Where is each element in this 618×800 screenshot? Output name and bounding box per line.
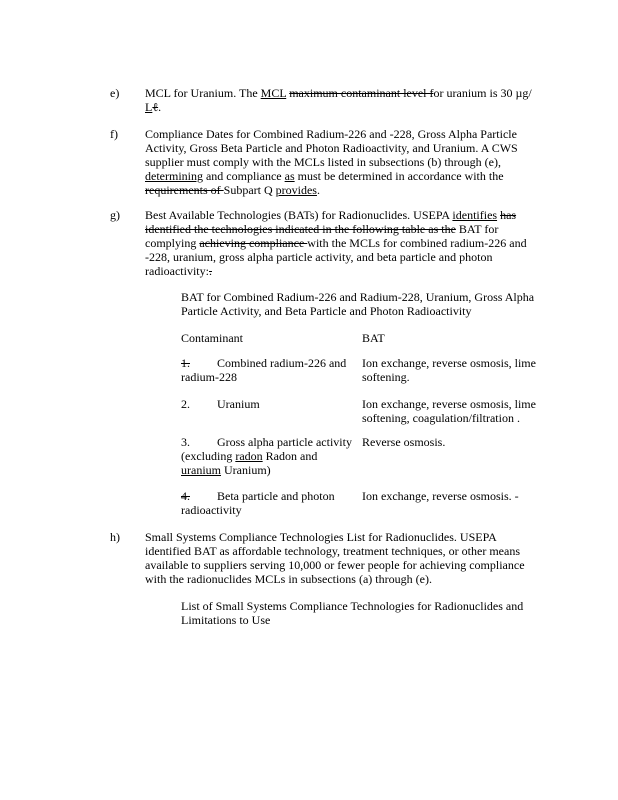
subsection-text: Best Available Technologies (BATs) for Radionuclides. USEPA identifies has identified the technologies indicated in the following table as the BAT for complying achieving compliance with the MCLs for combined radium-226 and -228, uranium, gross alpha particle activity, and beta particle and photon radioactivity:. bbox=[145, 208, 527, 278]
contaminant-cell: 4. Beta particle and photon radioactivity bbox=[181, 489, 335, 517]
subsection-text: Compliance Dates for Combined Radium-226 and -228, Gross Alpha Particle Activity, Gross Beta Particle and Photon Radioactivity, and Uranium. A CWS supplier must comply with the MCLs listed in subsections (b) through (e), determining and compliance as must be determined in accordance with the requirements of Subpart Q provides. bbox=[145, 127, 518, 197]
table-caption: BAT for Combined Radium-226 and Radium-228, Uranium, Gross Alpha Particle Activity, and Beta Particle and Photon Radioactivity bbox=[181, 290, 535, 318]
column-header-bat: BAT bbox=[362, 331, 385, 345]
subsection-label: h) bbox=[110, 530, 120, 544]
subsection-label: g) bbox=[110, 208, 120, 222]
list-caption: List of Small Systems Compliance Technologies for Radionuclides and Limitations to Use bbox=[181, 599, 524, 627]
contaminant-cell: 3. Gross alpha particle activity (excluding radon Radon and uranium Uranium) bbox=[181, 435, 352, 477]
column-header-contaminant: Contaminant bbox=[181, 331, 243, 345]
contaminant-cell: 2. Uranium bbox=[181, 397, 260, 411]
subsection-label: f) bbox=[110, 127, 118, 141]
subsection-text: MCL for Uranium. The MCL maximum contaminant level for uranium is 30 µg/ Lℓ. bbox=[145, 86, 532, 114]
bat-cell: Ion exchange, reverse osmosis. - bbox=[362, 489, 519, 503]
subsection-label: e) bbox=[110, 86, 120, 100]
subsection-text: Small Systems Compliance Technologies List for Radionuclides. USEPA identified BAT as affordable technology, treatment techniques, or other means available to suppliers serving 10,000 or fewer people for achieving compliance with the radionuclides MCLs in subsections (a) through (e). bbox=[145, 530, 525, 586]
bat-cell: Ion exchange, reverse osmosis, lime softening, coagulation/filtration . bbox=[362, 397, 536, 425]
bat-cell: Ion exchange, reverse osmosis, lime softening. bbox=[362, 356, 536, 384]
contaminant-cell: 1. Combined radium-226 and radium-228 bbox=[181, 356, 347, 384]
bat-cell: Reverse osmosis. bbox=[362, 435, 446, 449]
